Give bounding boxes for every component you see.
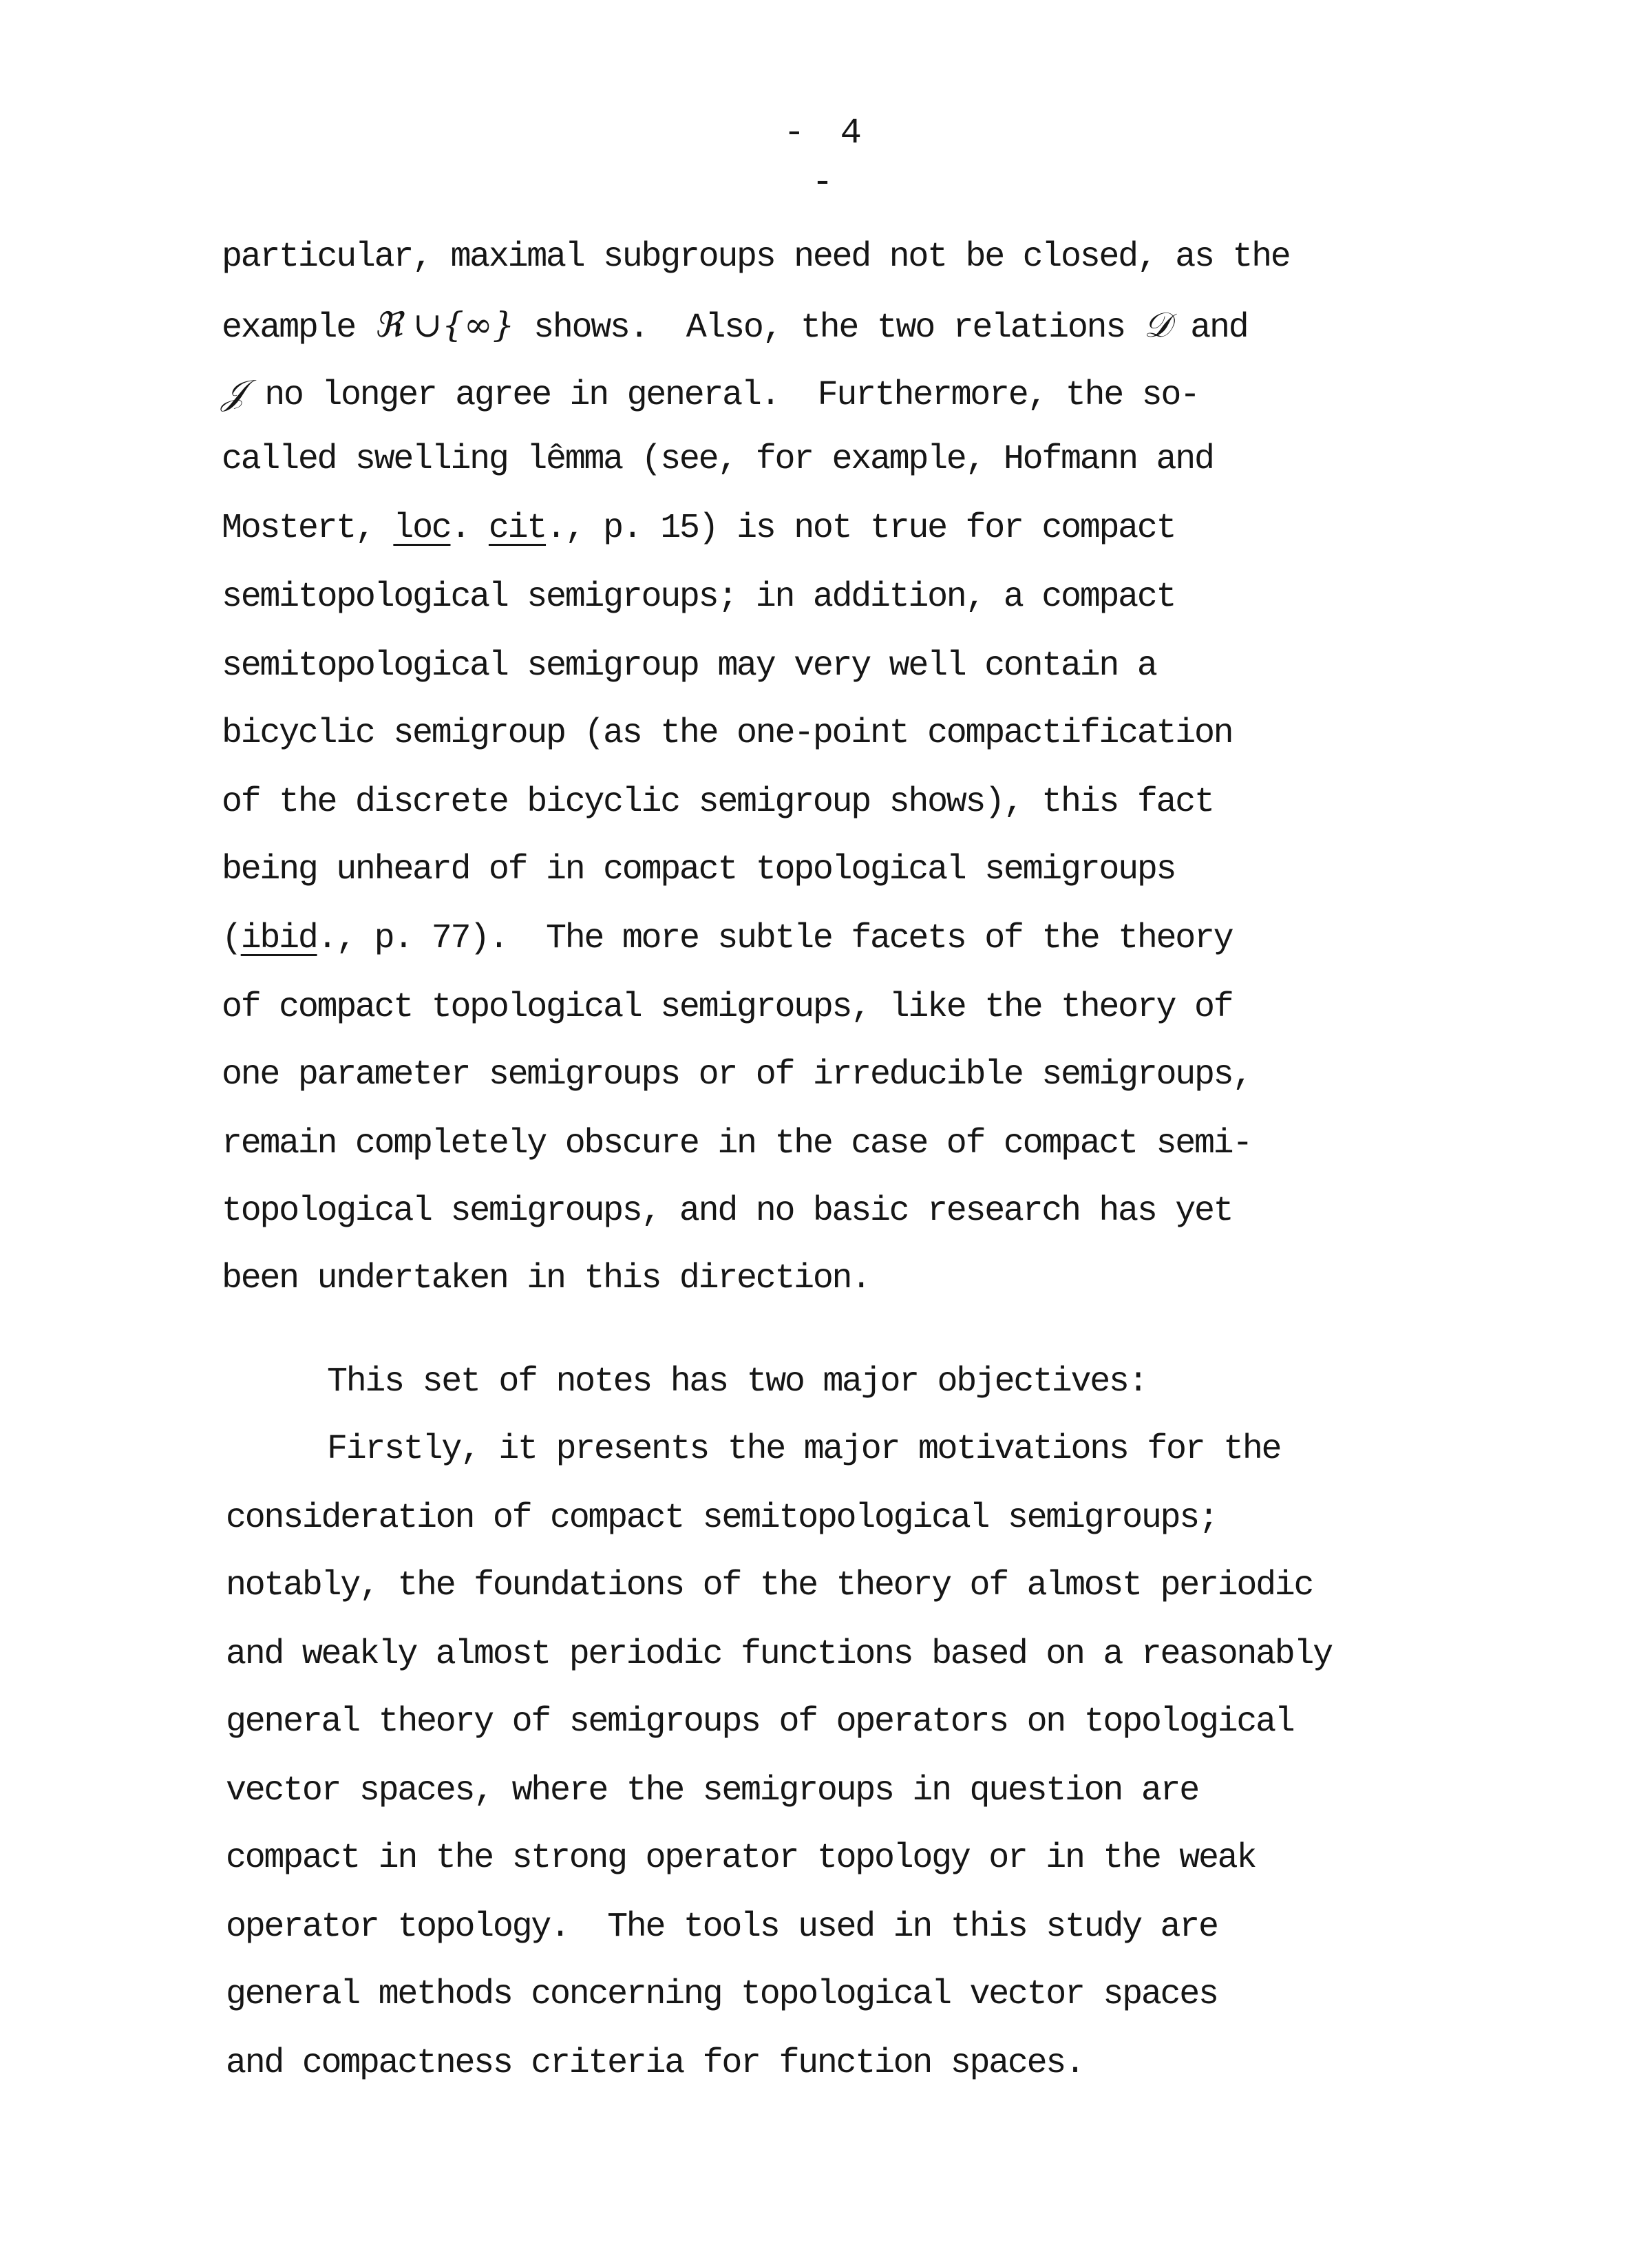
real-numbers-symbol: ℜ — [374, 305, 403, 345]
relation-j-symbol: 𝒥 — [222, 372, 246, 412]
text-line: vector spaces, where the semigroups in question are — [226, 1771, 1198, 1810]
text-line: operator topology. The tools used in this study are — [226, 1907, 1218, 1947]
text-line: general methods concerning topological vector spaces — [226, 1975, 1218, 2014]
underlined-cit: cit — [488, 509, 547, 548]
text-fragment: ( — [222, 919, 241, 958]
text-fragment: and — [1171, 308, 1248, 348]
text-line: particular, maximal subgroups need not be closed, as the — [222, 237, 1290, 277]
text-line: semitopological semigroup may very well contain a — [222, 646, 1156, 686]
text-line: general theory of semigroups of operators on topological — [226, 1702, 1294, 1742]
text-line: topological semigroups, and no basic research has yet — [222, 1192, 1233, 1231]
underlined-loc: loc — [393, 509, 451, 548]
text-line: Firstly, it presents the major motivations for the — [327, 1430, 1281, 1469]
text-line — [222, 300, 1247, 353]
text-fragment: no longer agree in general. Furthermore, the so- — [245, 376, 1199, 415]
text-line: consideration of compact semitopological semigroups; — [226, 1499, 1218, 1538]
text-fragment: ., p. 15) is not true for compact — [546, 509, 1176, 548]
text-line — [222, 914, 1232, 964]
text-line — [222, 504, 1175, 553]
text-fragment: example — [222, 308, 374, 348]
text-line: being unheard of in compact topological semigroups — [222, 850, 1176, 889]
text-line: of compact topological semigroups, like the theory of — [222, 988, 1233, 1027]
text-line: notably, the foundations of the theory of almost periodic — [226, 1566, 1313, 1605]
text-line — [222, 368, 1199, 421]
text-line: of the discrete bicyclic semigroup shows), this fact — [222, 783, 1214, 822]
underlined-ibid: ibid — [240, 919, 317, 958]
text-line: This set of notes has two major objectives: — [327, 1362, 1147, 1402]
page-number: - 4 - — [783, 113, 869, 203]
text-fragment: Mostert, — [222, 509, 394, 548]
text-line: been undertaken in this direction. — [222, 1259, 870, 1298]
text-line: one parameter semigroups or of irreducible semigroups, — [222, 1055, 1252, 1095]
text-line: bicyclic semigroup (as the one-point compactification — [222, 714, 1233, 753]
relation-d-symbol: 𝒟 — [1143, 305, 1172, 345]
text-line: remain completely obscure in the case of compact semi- — [222, 1124, 1252, 1163]
text-fragment: shows. Also, the two relations — [514, 308, 1144, 348]
text-line: called swelling lêmma (see, for example, Hofmann and — [222, 440, 1214, 479]
text-fragment: ., p. 77). The more subtle facets of the theory — [317, 919, 1233, 958]
text-line: and compactness criteria for function spaces. — [226, 2044, 1084, 2083]
text-line: compact in the strong operator topology or in the weak — [226, 1839, 1256, 1878]
text-line: semitopological semigroups; in addition, a compact — [222, 578, 1176, 617]
text-line: and weakly almost periodic functions based on a reasonably — [226, 1635, 1332, 1674]
text-fragment: . — [450, 509, 489, 548]
union-infinity-symbol: ∪{∞} — [402, 305, 515, 345]
